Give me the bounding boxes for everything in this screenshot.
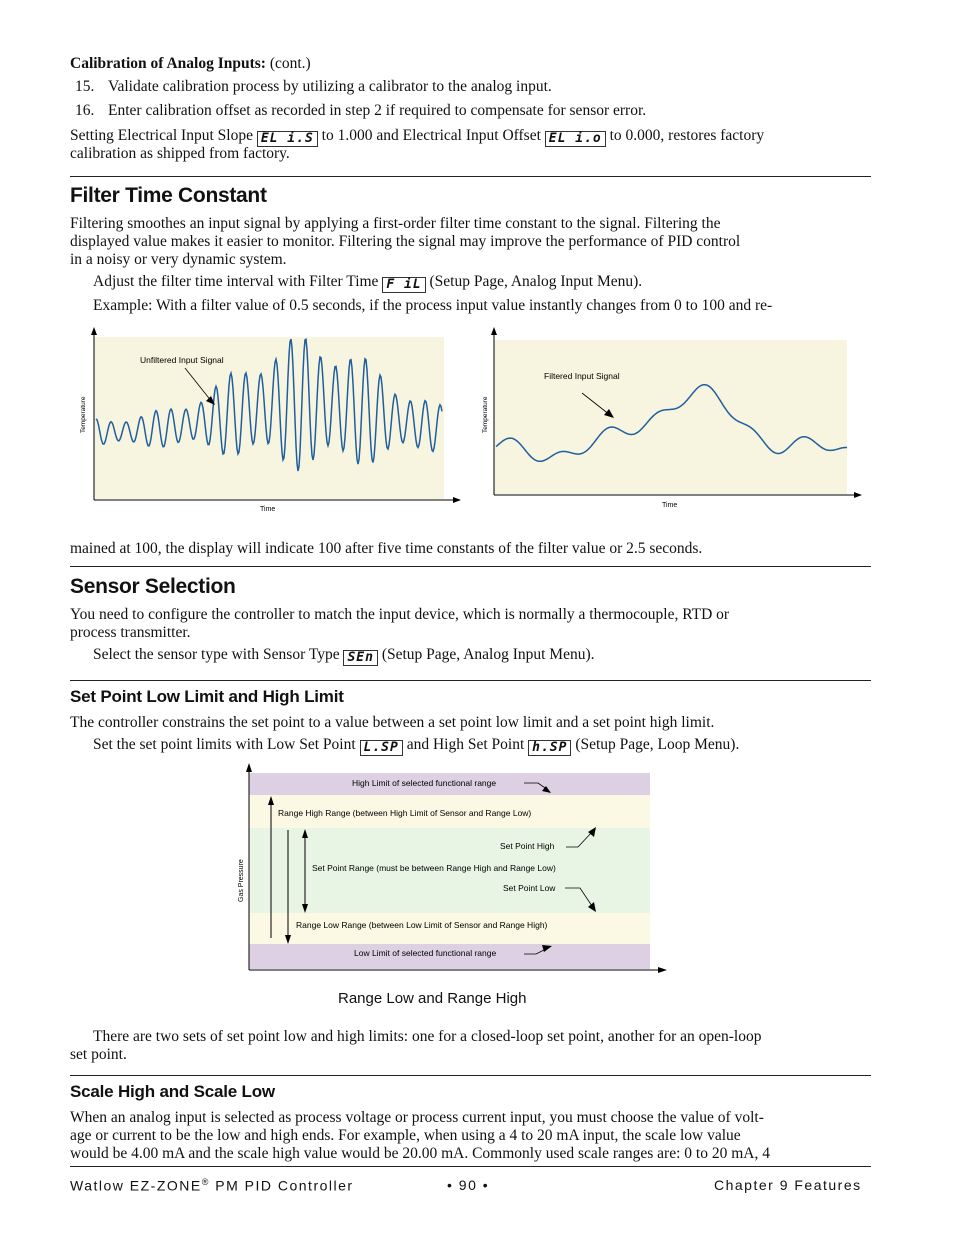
y-axis-arrow: [246, 763, 252, 772]
y-axis-label: Temperature: [482, 396, 489, 433]
calibration-note: Setting Electrical Input Slope EL i.S to 1.000 and Electrical Input Offset EL i.o to 0.000, restores factory: [70, 127, 765, 146]
step-15-text: Validate calibration process by utilizing a calibrator to the analog input.: [108, 78, 552, 95]
setpoint-limits: Set the set point limits with Low Set Point L.SP and High Set Point h.SP (Setup Page, Loop Menu).: [93, 736, 740, 755]
lcd-filter-code: F iL: [382, 277, 425, 293]
scale-para-line2: age or current to be the low and high ends. For example, when using a 4 to 20 mA input, the scale low value: [70, 1127, 741, 1144]
lcd-offset-code: EL i.o: [545, 131, 606, 147]
step-16-number: 16.: [75, 102, 95, 119]
y-axis-arrow: [491, 327, 497, 335]
range-low-label: Range Low Range (between Low Limit of Sensor and Range High): [296, 920, 548, 930]
unfiltered-annotation: Unfiltered Input Signal: [140, 355, 224, 365]
divider: [70, 566, 871, 567]
scale-title: Scale High and Scale Low: [70, 1082, 275, 1101]
x-axis-arrow: [453, 497, 461, 503]
range-high-label: Range High Range (between High Limit of Sensor and Range Low): [278, 808, 532, 818]
setpoint-para: The controller constrains the set point to a value between a set point low limit and a set point high limit.: [70, 714, 715, 731]
x-axis-label: Time: [662, 502, 678, 509]
scale-para-line3: would be 4.00 mA and the scale high value would be 20.00 mA. Commonly used scale ranges are: 0 to 20 mA, 4: [70, 1145, 770, 1162]
x-axis-label: Time: [260, 506, 276, 513]
x-axis-arrow: [854, 492, 862, 498]
y-axis-arrow: [91, 327, 97, 335]
setpoint-high-label: Set Point High: [500, 841, 555, 851]
lcd-high-setpoint-code: h.SP: [528, 740, 571, 756]
lcd-slope-code: EL i.S: [257, 131, 318, 147]
divider: [70, 176, 871, 177]
footer-product: Watlow EZ-ZONE® PM PID Controller: [70, 1177, 354, 1194]
setpoint-range-label: Set Point Range (must be between Range High and Range Low): [312, 863, 556, 873]
low-limit-label: Low Limit of selected functional range: [354, 948, 497, 958]
divider: [70, 1075, 871, 1076]
filter-example-line2: mained at 100, the display will indicate 100 after five time constants of the filter value or 2.5 seconds.: [70, 540, 703, 557]
plot-area: [494, 340, 847, 494]
footer-page-number: • 90 •: [447, 1177, 490, 1193]
step-15-number: 15.: [75, 78, 95, 95]
y-axis-label: Temperature: [80, 396, 87, 433]
filter-para-line3: in a noisy or very dynamic system.: [70, 251, 287, 268]
range-diagram: [230, 760, 670, 975]
filtered-annotation: Filtered Input Signal: [544, 371, 620, 381]
sensor-para-line1: You need to configure the controller to match the input device, which is normally a thermocouple, RTD or: [70, 606, 730, 623]
x-axis-arrow: [658, 967, 667, 973]
scale-para-line1: When an analog input is selected as process voltage or process current input, you must choose the value of volt-: [70, 1109, 764, 1126]
setpoint-title: Set Point Low Limit and High Limit: [70, 687, 344, 706]
footer-divider: [70, 1166, 871, 1167]
calibration-heading: Calibration of Analog Inputs: (cont.): [70, 55, 311, 72]
high-limit-label: High Limit of selected functional range: [352, 778, 497, 788]
filter-para-line2: displayed value makes it easier to monitor. Filtering the signal may improve the performance of PID control: [70, 233, 741, 250]
y-axis-label: Gas Pressure: [238, 859, 245, 902]
filter-title: Filter Time Constant: [70, 184, 267, 207]
unfiltered-signal-chart: [70, 323, 465, 518]
filter-adjust: Adjust the filter time interval with Filter Time F iL (Setup Page, Analog Input Menu).: [93, 273, 643, 292]
lcd-sensor-code: SEn: [343, 650, 377, 666]
filtered-signal-chart: [476, 323, 866, 518]
setpoint-after-line2: set point.: [70, 1046, 127, 1063]
calibration-note-end: calibration as shipped from factory.: [70, 145, 290, 162]
diagram-caption: Range Low and Range High: [338, 990, 527, 1007]
step-16-text: Enter calibration offset as recorded in step 2 if required to compensate for sensor error.: [108, 102, 647, 119]
setpoint-low-label: Set Point Low: [503, 883, 556, 893]
lcd-low-setpoint-code: L.SP: [360, 740, 403, 756]
filter-para-line1: Filtering smoothes an input signal by applying a first-order filter time constant to the signal. Filtering the: [70, 215, 721, 232]
sensor-para-line2: process transmitter.: [70, 624, 191, 641]
sensor-select: Select the sensor type with Sensor Type SEn (Setup Page, Analog Input Menu).: [93, 646, 595, 665]
setpoint-after-line1: There are two sets of set point low and high limits: one for a closed-loop set point, another for an open-loop: [93, 1028, 762, 1045]
sensor-title: Sensor Selection: [70, 575, 236, 598]
filter-example-line1: Example: With a filter value of 0.5 seconds, if the process input value instantly changes from 0 to 100 and re-: [93, 297, 773, 314]
divider: [70, 680, 871, 681]
footer-chapter: Chapter 9 Features: [714, 1177, 862, 1193]
